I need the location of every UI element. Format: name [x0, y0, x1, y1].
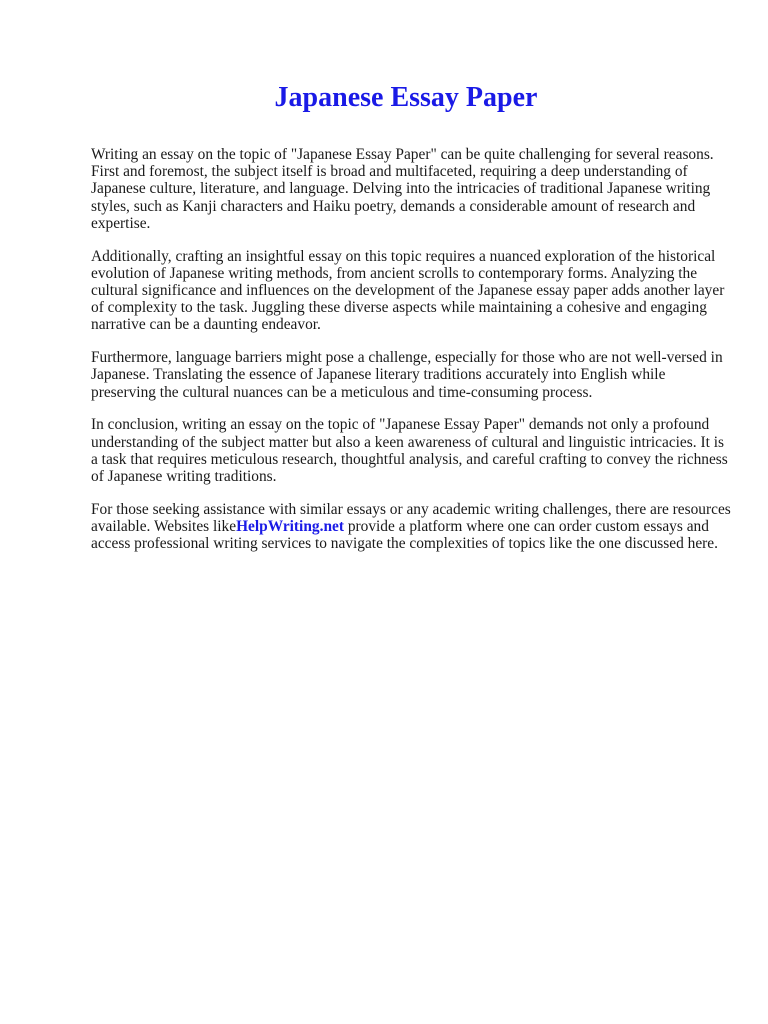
helpwriting-link[interactable]: HelpWriting.net [236, 518, 344, 536]
paragraph-5 [91, 501, 731, 553]
document-title: Japanese Essay Paper [274, 82, 538, 113]
paragraph-5-before-link: For those seeking assistance with similar essays or any academic writing challenges, there are resources available. Websites like [91, 500, 731, 536]
paragraph-5-after-link: provide a platform where one can order custom essays and access professional writing services to navigate the complexities of topics like the one discussed here. [91, 518, 718, 553]
paragraph-4: In conclusion, writing an essay on the topic of "Japanese Essay Paper" demands not only a profound understanding of the subject matter but also a keen awareness of cultural and linguistic intricacies. It is a task that requires meticulous research, thoughtful analysis, and careful crafting to convey the richness of Japanese writing traditions. [91, 416, 728, 486]
paragraph-1: Writing an essay on the topic of "Japanese Essay Paper" can be quite challenging for several reasons. First and foremost, the subject itself is broad and multifaceted, requiring a deep understanding of Japanese culture, literature, and language. Delving into the intricacies of traditional Japanese writing styles, such as Kanji characters and Haiku poetry, demands a considerable amount of research and expertise. [91, 146, 714, 232]
paragraph-3: Furthermore, language barriers might pose a challenge, especially for those who are not well-versed in Japanese. Translating the essence of Japanese literary traditions accurately into English while preserving the cultural nuances can be a meticulous and time-consuming process. [91, 349, 723, 401]
paragraph-2: Additionally, crafting an insightful essay on this topic requires a nuanced exploration of the historical evolution of Japanese writing methods, from ancient scrolls to contemporary forms. Analyzing the cultural significance and influences on the development of the Japanese essay paper adds another layer of complexity to the task. Juggling these diverse aspects while maintaining a cohesive and engaging narrative can be a daunting endeavor. [91, 247, 725, 334]
document-body [91, 146, 731, 568]
